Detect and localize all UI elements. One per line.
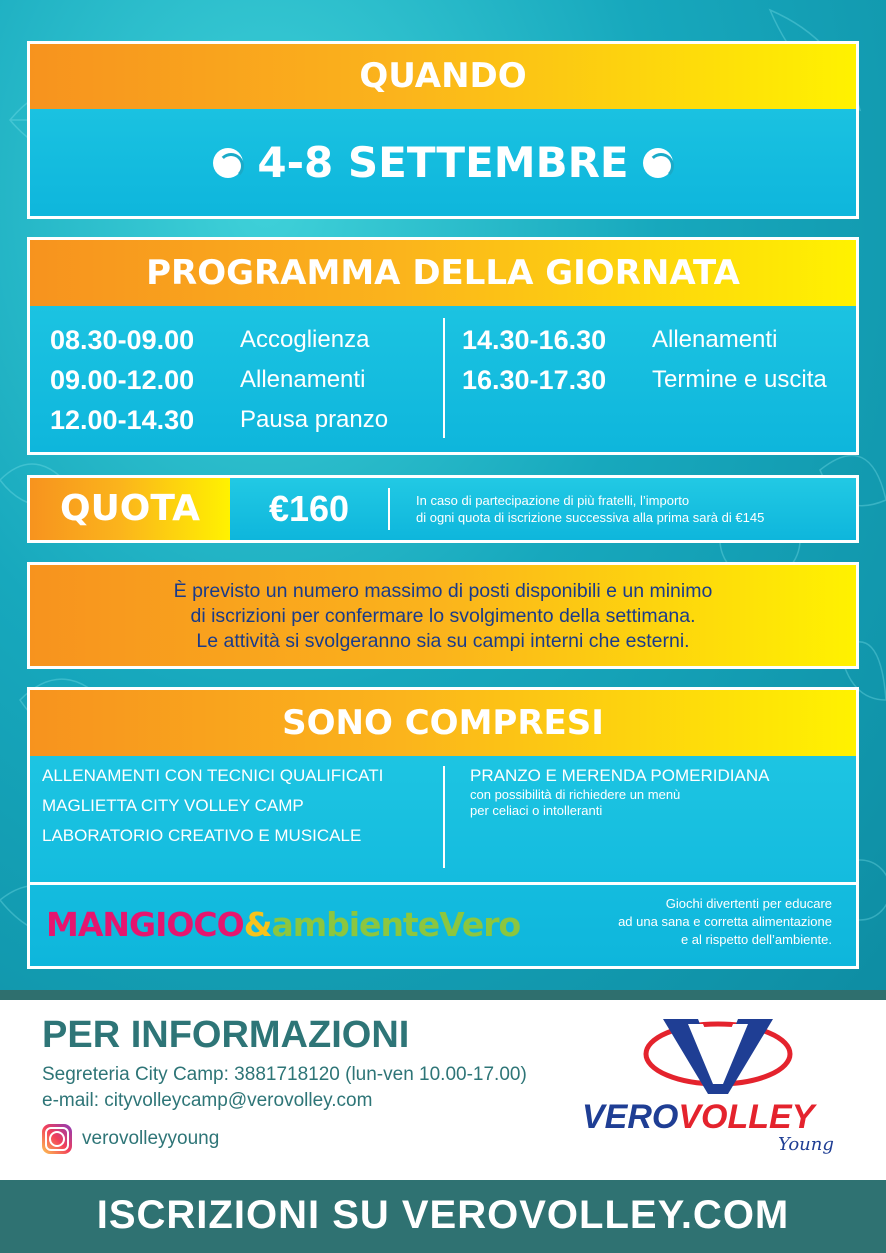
included-item: ALLENAMENTI CON TECNICI QUALIFICATI <box>42 766 384 785</box>
schedule-activity: Allenamenti <box>240 366 366 393</box>
notice-line: È previsto un numero massimo di posti disponibili e un minimo <box>173 580 713 602</box>
verovolley-word-part1: VERO <box>582 1098 679 1136</box>
when-title: QUANDO <box>30 44 856 109</box>
info-title: PER INFORMAZIONI <box>42 1014 410 1056</box>
schedule-row <box>50 320 388 360</box>
schedule-section <box>27 237 859 455</box>
schedule-row <box>50 400 388 440</box>
verovolley-tagline: Young <box>778 1134 834 1155</box>
schedule-left-column <box>50 320 388 440</box>
schedule-title: PROGRAMMA DELLA GIORNATA <box>30 240 856 306</box>
schedule-row <box>462 320 827 360</box>
included-section <box>27 687 859 969</box>
schedule-time: 14.30-16.30 <box>462 324 607 355</box>
mangioco-banner <box>30 885 856 969</box>
schedule-activity: Accoglienza <box>240 326 370 353</box>
mangioco-desc-line: e al rispetto dell’ambiente. <box>680 932 832 947</box>
fee-note <box>390 478 856 540</box>
registration-cta[interactable]: ISCRIZIONI SU VEROVOLLEY.COM <box>0 1180 886 1253</box>
schedule-activity: Allenamenti <box>652 326 778 353</box>
mangioco-desc-line: ad una sana e corretta alimentazione <box>618 914 832 929</box>
included-item: LABORATORIO CREATIVO E MUSICALE <box>42 826 362 845</box>
column-divider <box>443 318 445 438</box>
schedule-row <box>462 360 827 400</box>
notice-section <box>27 562 859 669</box>
column-divider <box>443 766 445 868</box>
fee-label: QUOTA <box>30 478 230 540</box>
info-phone[interactable]: Segreteria City Camp: 3881718120 (lun-ven 10.00-17.00) <box>42 1064 527 1085</box>
included-note-line: per celiaci o intolleranti <box>470 803 603 818</box>
volleyball-icon <box>643 148 673 178</box>
notice-line: Le attività si svolgeranno sia su campi interni che esterni. <box>196 630 690 652</box>
schedule-time: 12.00-14.30 <box>50 404 195 435</box>
verovolley-wordmark <box>582 1098 814 1137</box>
notice-line: di iscrizioni per confermare lo svolgimento della settimana. <box>190 605 696 627</box>
date-text: 4-8 SETTEMBRE <box>257 138 629 187</box>
verovolley-logo <box>578 1014 858 1164</box>
schedule-activity: Pausa pranzo <box>240 406 389 433</box>
info-email[interactable]: e-mail: cityvolleycamp@verovolley.com <box>42 1090 373 1111</box>
schedule-activity: Termine e uscita <box>652 366 827 393</box>
mangioco-logo-part2: ambienteVero <box>271 905 521 944</box>
fee-note-line: In caso di partecipazione di più fratelli, l’importo <box>416 493 690 508</box>
mangioco-logo-amp: & <box>243 905 272 944</box>
schedule-time: 09.00-12.00 <box>50 364 195 395</box>
included-note-line: con possibilità di richiedere un menù <box>470 787 681 802</box>
schedule-time: 16.30-17.30 <box>462 364 607 395</box>
event-dates <box>30 109 856 216</box>
fee-note-line: di ogni quota di iscrizione successiva alla prima sarà di €145 <box>416 510 765 525</box>
mangioco-logo <box>46 905 520 944</box>
mangioco-description <box>618 895 832 949</box>
included-item: PRANZO E MERENDA POMERIDIANA <box>470 766 770 785</box>
included-list <box>30 756 856 882</box>
included-note <box>470 787 680 819</box>
fee-section <box>27 475 859 543</box>
mangioco-desc-line: Giochi divertenti per educare <box>665 896 832 911</box>
instagram-handle[interactable]: verovolleyyoung <box>82 1128 220 1149</box>
when-section <box>27 41 859 219</box>
included-item: MAGLIETTA CITY VOLLEY CAMP <box>42 796 304 815</box>
footer-stripe <box>0 990 886 1000</box>
fee-price: €160 <box>268 488 350 529</box>
schedule-body <box>30 306 856 452</box>
included-title: SONO COMPRESI <box>30 690 856 756</box>
schedule-time: 08.30-09.00 <box>50 324 195 355</box>
mangioco-logo-part1: MANGIOCO <box>46 905 244 944</box>
verovolley-word-part2: VOLLEY <box>678 1098 815 1136</box>
schedule-right-column <box>462 320 827 400</box>
instagram-icon[interactable] <box>42 1124 72 1154</box>
info-section <box>0 1000 886 1180</box>
volleyball-icon <box>213 148 243 178</box>
schedule-row <box>50 360 388 400</box>
